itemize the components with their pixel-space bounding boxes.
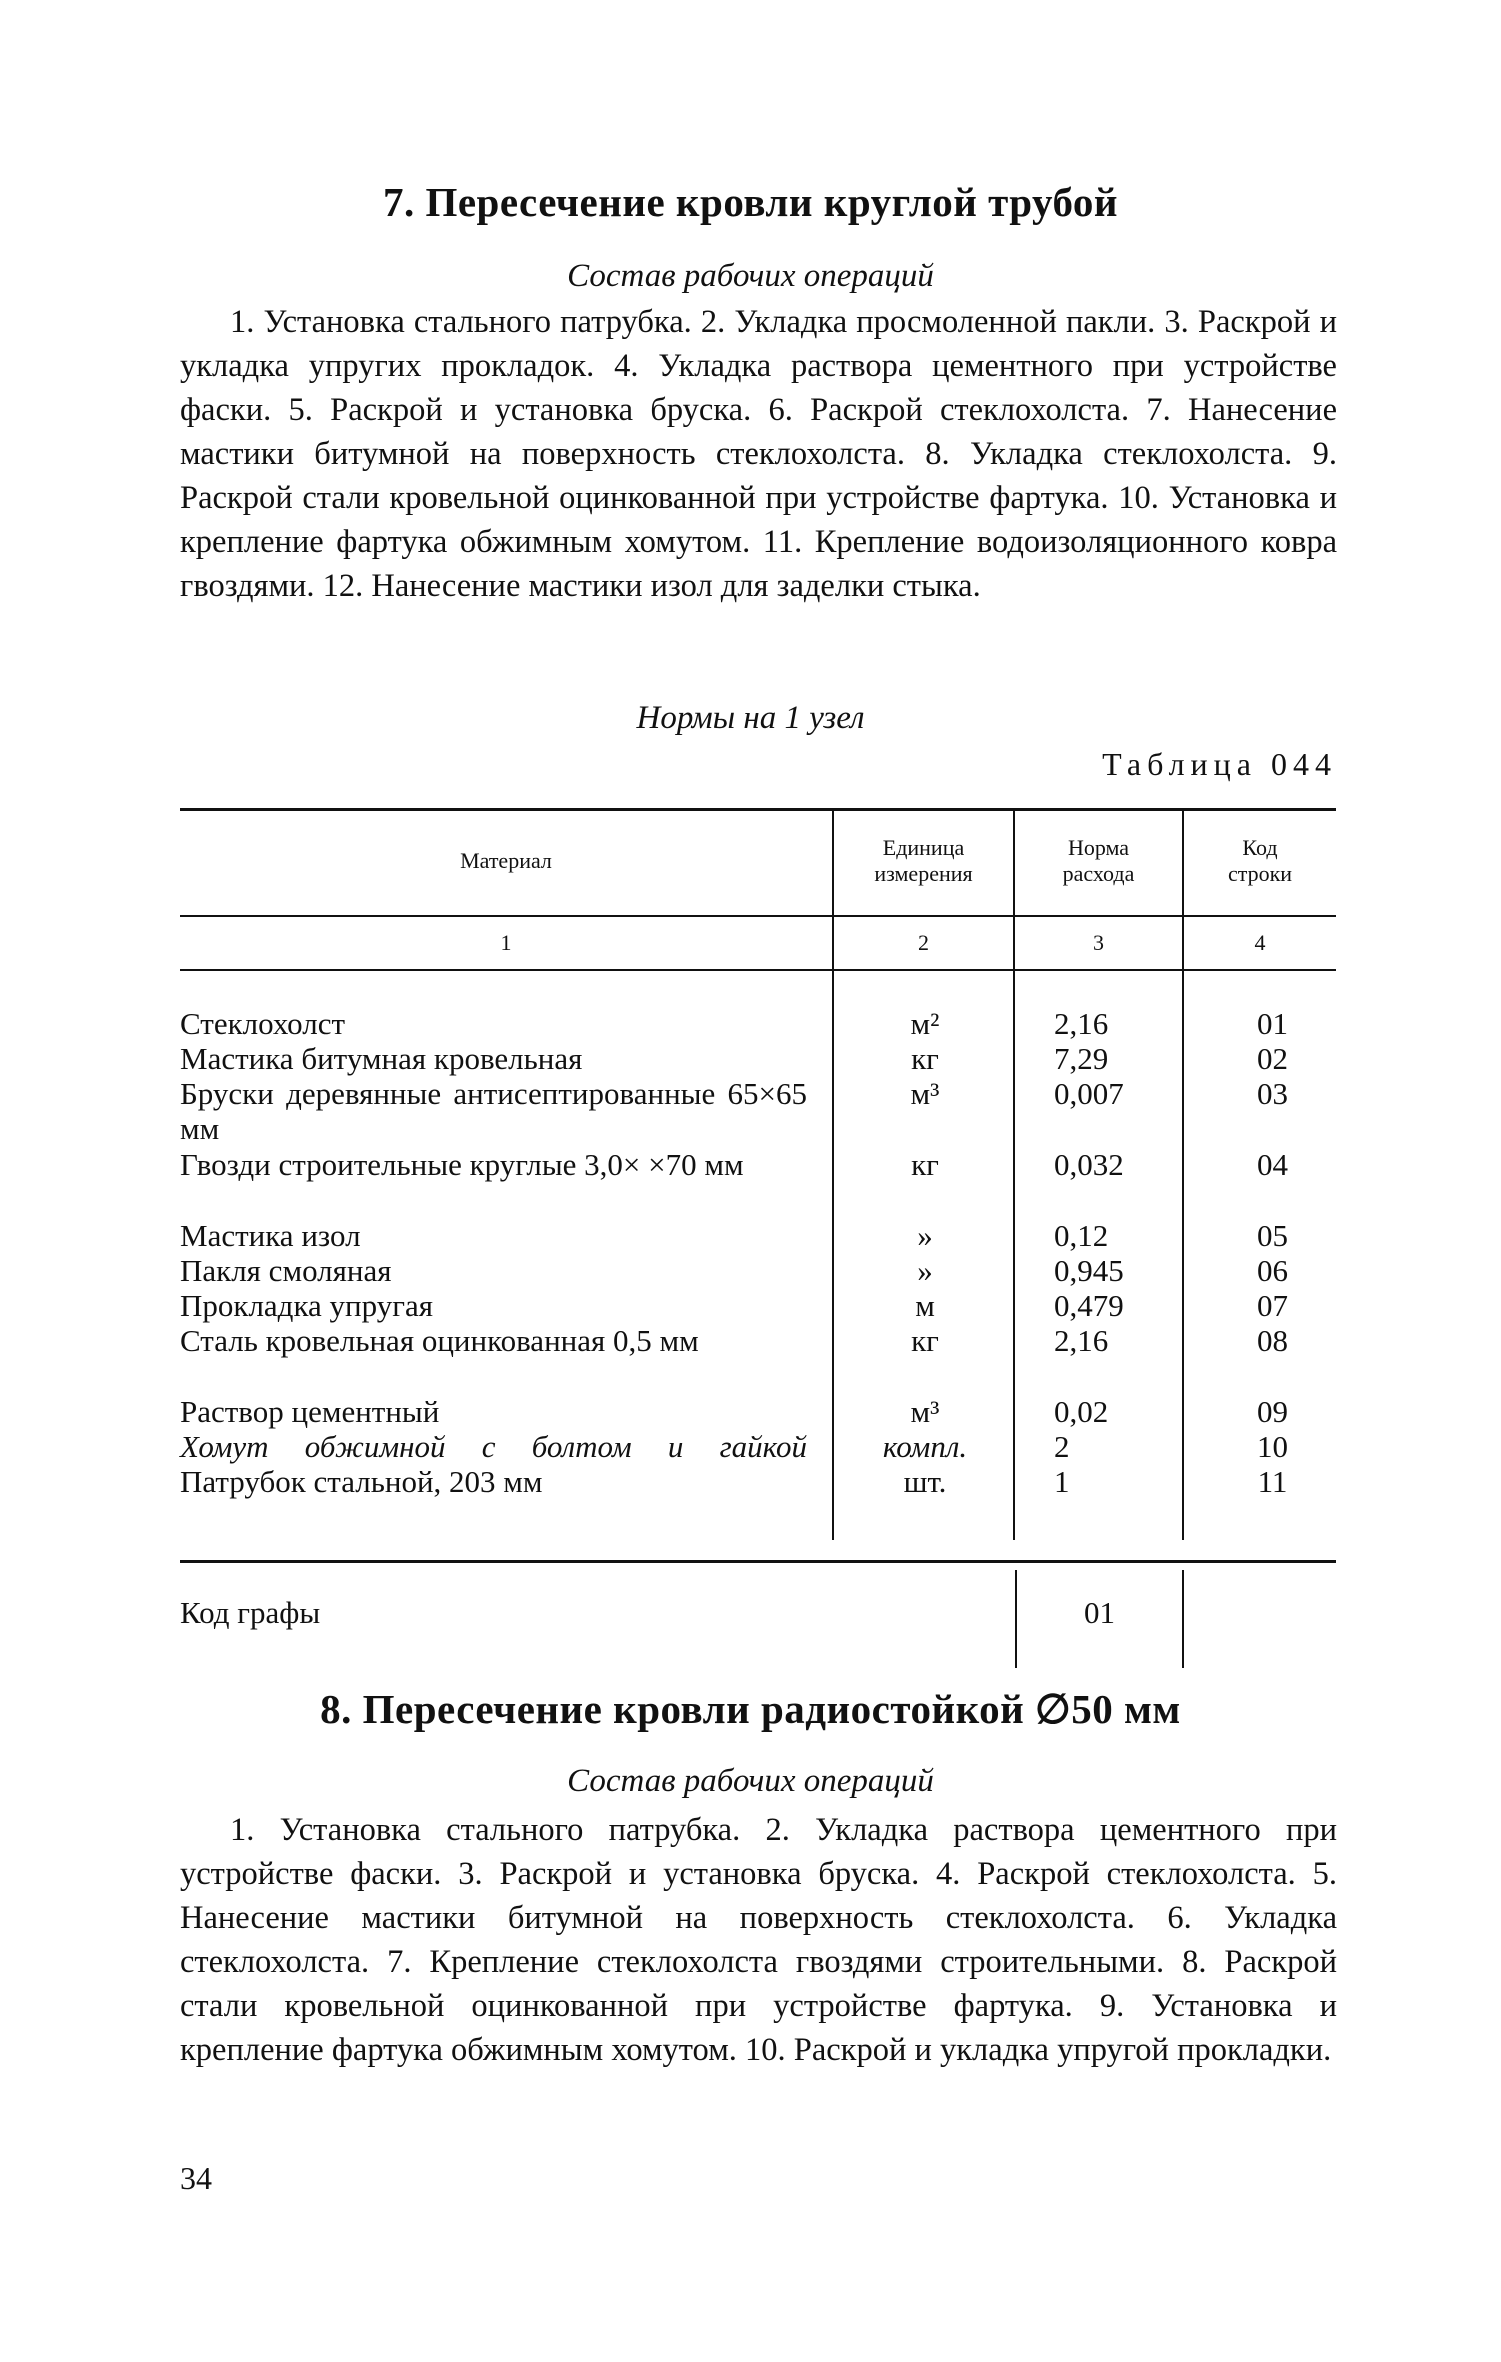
header-code-line1: Код [1242,835,1278,860]
column-number: 3 [1093,930,1104,955]
row-unit: м² [910,1006,940,1041]
header-material: Материал [460,848,552,873]
section-8-subtitle: Состав рабочих операций [567,1763,934,1799]
column-number: 2 [918,930,929,955]
row-code: 06 [1257,1253,1288,1288]
table-label: Таблица 044 [1102,746,1337,782]
row-norm: 0,02 [1054,1394,1109,1429]
row-norm: 0,032 [1054,1147,1124,1182]
row-code: 03 [1257,1076,1288,1111]
row-norm: 7,29 [1054,1041,1109,1076]
row-material: Гвозди строительные круглые 3,0× ×70 мм [180,1147,744,1182]
header-unit [834,835,1013,887]
row-material: Мастика изол [180,1218,361,1253]
footer-col-divider [1182,1570,1184,1668]
section-8-title: 8. Пересечение кровли радиостойкой ∅50 мм [320,1686,1181,1732]
row-norm: 0,007 [1054,1076,1124,1111]
row-material: Сталь кровельная оцинкованная 0,5 мм [180,1323,699,1358]
row-code: 10 [1257,1429,1288,1464]
row-material: Бруски деревянные антисептированные 65×65 мм [180,1076,807,1146]
row-unit: м³ [910,1394,940,1429]
row-unit: м [915,1288,935,1323]
table-colnum-rule [180,969,1336,971]
header-code-line2: строки [1227,861,1293,886]
row-material: Мастика битумная кровельная [180,1041,583,1076]
page-number: 34 [180,2160,212,2196]
row-unit: кг [911,1041,939,1076]
norms-caption: Нормы на 1 узел [636,700,865,736]
row-material: Хомут обжимной с болтом и гайкой [180,1429,807,1464]
row-norm: 0,479 [1054,1288,1124,1323]
row-norm: 1 [1054,1464,1070,1499]
footer-code: 01 [1084,1595,1115,1630]
row-unit: кг [911,1147,939,1182]
table-top-rule [180,808,1336,811]
table-col-divider [1013,810,1015,1540]
row-norm: 2,16 [1054,1323,1109,1358]
section-7-paragraph: 1. Установка стального патрубка. 2. Укладка просмоленной пакли. 3. Раскрой и укладка упругих прокладок. 4. Укладка раствора цементного при устройстве фаски. 5. Раскрой и установка бруска. 6. Раскрой стеклохолста. 7. Нанесение мастики битумной на поверхность стеклохолста. 8. Укладка стеклохолста. 9. Раскрой стали кровельной оцинкованной при устройстве фартука. 10. Установка и крепление фартука обжимным хомутом. 11. Крепление водоизоляционного ковра гвоздями. 12. Нанесение мастики изол для заделки стыка. [180,304,1337,604]
row-material: Патрубок стальной, 203 мм [180,1464,543,1499]
row-code: 01 [1257,1006,1288,1041]
row-code: 02 [1257,1041,1288,1076]
header-norm [1015,835,1182,887]
footer-label: Код графы [180,1595,321,1630]
header-norm-line2: расхода [1062,861,1135,886]
table-col-divider [832,810,834,1540]
table-bottom-rule [180,1560,1336,1563]
row-material: Пакля смоляная [180,1253,392,1288]
row-code: 05 [1257,1218,1288,1253]
column-number: 1 [500,930,512,955]
row-code: 08 [1257,1323,1288,1358]
row-material: Стеклохолст [180,1006,346,1041]
header-unit-line1: Единица [882,835,965,860]
row-norm: 0,945 [1054,1253,1124,1288]
row-unit: » [917,1253,933,1288]
row-norm: 2 [1054,1429,1070,1464]
row-unit: » [917,1218,933,1253]
row-code: 04 [1257,1147,1288,1182]
row-unit: шт. [903,1464,947,1499]
row-material: Прокладка упругая [180,1288,433,1323]
section-7-subtitle: Состав рабочих операций [567,258,934,294]
row-unit: кг [911,1323,939,1358]
row-unit: компл. [882,1429,968,1464]
row-material: Раствор цементный [180,1394,440,1429]
section-7-title: 7. Пересечение кровли круглой трубой [382,179,1119,225]
header-unit-line2: измерения [874,861,973,886]
row-norm: 0,12 [1054,1218,1109,1253]
header-norm-line1: Норма [1067,835,1130,860]
section-8-paragraph: 1. Установка стального патрубка. 2. Укладка раствора цементного при устройстве фаски. 3. Раскрой и установка бруска. 4. Раскрой стеклохолста. 5. Нанесение мастики битумной на поверхность стеклохолста. 6. Укладка стеклохолста. 7. Крепление стеклохолста гвоздями строительными. 8. Раскрой стали кровельной оцинкованной при устройстве фартука. 9. Установка и крепление фартука обжимным хомутом. 10. Раскрой и укладка упругой прокладки. [180,1812,1337,2068]
header-code [1184,835,1336,887]
row-code: 07 [1257,1288,1288,1323]
row-unit: м³ [910,1076,940,1111]
column-number: 4 [1254,930,1266,955]
table-header-rule [180,915,1336,917]
row-code: 09 [1257,1394,1288,1429]
row-code: 11 [1257,1464,1288,1499]
row-norm: 2,16 [1054,1006,1109,1041]
